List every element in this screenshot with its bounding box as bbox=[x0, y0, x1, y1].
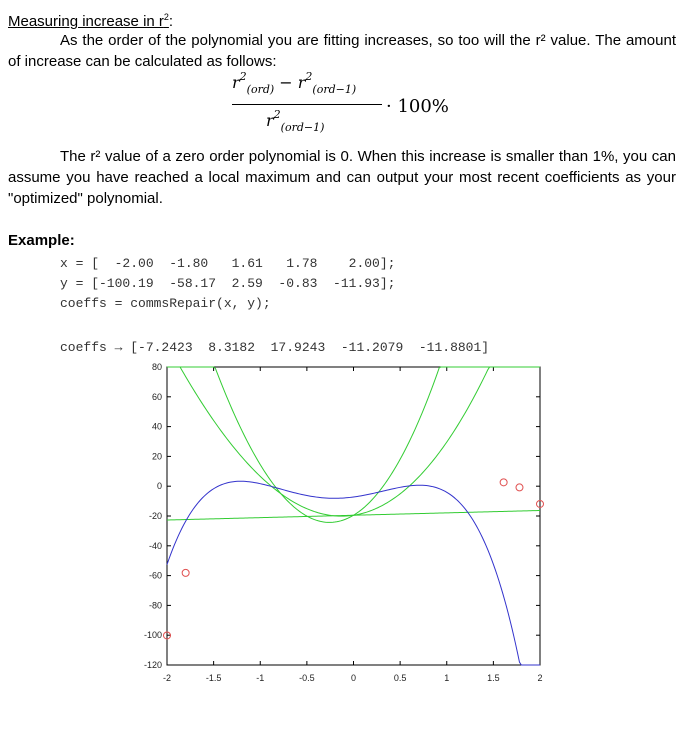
formula-numerator: $r^2_{(ord)} - r^2_{(ord-1)}$ bbox=[232, 70, 357, 96]
code-line-y: y = [-100.19 -58.17 2.59 -0.83 -11.93]; bbox=[60, 276, 396, 291]
y-tick-label: -120 bbox=[143, 660, 162, 670]
code-line-result: coeffs → [-7.2423 8.3182 17.9243 -11.2079 -11.8801] bbox=[60, 340, 490, 355]
series-layer bbox=[167, 367, 540, 665]
y-tick-label: -100 bbox=[143, 630, 162, 641]
y-tick-label: 80 bbox=[151, 362, 162, 372]
code-line-call: coeffs = commsRepair(x, y); bbox=[60, 296, 271, 311]
fit-curve-2 bbox=[167, 367, 540, 516]
data-point bbox=[500, 479, 507, 486]
formula-percent: · 100% bbox=[386, 96, 449, 117]
plot-frame bbox=[167, 367, 540, 665]
data-points bbox=[164, 479, 544, 639]
x-tick-label: -0.5 bbox=[299, 673, 315, 683]
axis-ticks bbox=[144, 362, 543, 683]
heading-text: Measuring increase in $r^2$ bbox=[8, 12, 169, 30]
formula-denominator: $r^2_{(ord-1)}$ bbox=[266, 108, 325, 134]
y-tick-label: -20 bbox=[148, 511, 162, 521]
section-heading: Measuring increase in $r^2$: bbox=[8, 12, 174, 30]
intro-paragraph: As the order of the polynomial you are fitting increases, so too will the r² value. The amount of increase can be calculated as follows: bbox=[8, 32, 676, 70]
y-tick-label: -40 bbox=[148, 540, 162, 551]
fit-curve-4 bbox=[167, 481, 540, 665]
x-tick-label: -1 bbox=[256, 673, 265, 683]
x-tick-label: 1.5 bbox=[487, 673, 500, 683]
polynomial-fit-chart bbox=[130, 355, 560, 695]
y-tick-label: -80 bbox=[148, 600, 162, 611]
data-point bbox=[182, 569, 189, 576]
x-tick-label: 2 bbox=[537, 673, 543, 683]
x-tick-label: 0 bbox=[350, 673, 357, 683]
y-tick-label: 40 bbox=[151, 421, 162, 432]
x-tick-label: -1.5 bbox=[205, 673, 222, 683]
fit-curve-3 bbox=[167, 367, 540, 522]
x-tick-label: 1 bbox=[444, 673, 450, 683]
example-label: Example: bbox=[8, 232, 75, 249]
zero-order-paragraph: The r² value of a zero order polynomial is 0. When this increase is smaller than 1%, you can assume you have reached a local maximum and can output your most recent coefficients as your "optimized" polynomial. bbox=[8, 148, 676, 207]
x-tick-label: 0.5 bbox=[393, 673, 407, 683]
fraction-bar bbox=[232, 104, 382, 105]
code-line-x: x = [ -2.00 -1.80 1.61 1.78 2.00]; bbox=[60, 256, 396, 271]
y-tick-label: -60 bbox=[148, 570, 162, 581]
data-point bbox=[516, 484, 523, 491]
y-tick-label: 0 bbox=[156, 481, 162, 492]
x-tick-label: -2 bbox=[162, 673, 172, 683]
y-tick-label: 20 bbox=[151, 451, 162, 462]
y-tick-label: 60 bbox=[151, 391, 162, 402]
